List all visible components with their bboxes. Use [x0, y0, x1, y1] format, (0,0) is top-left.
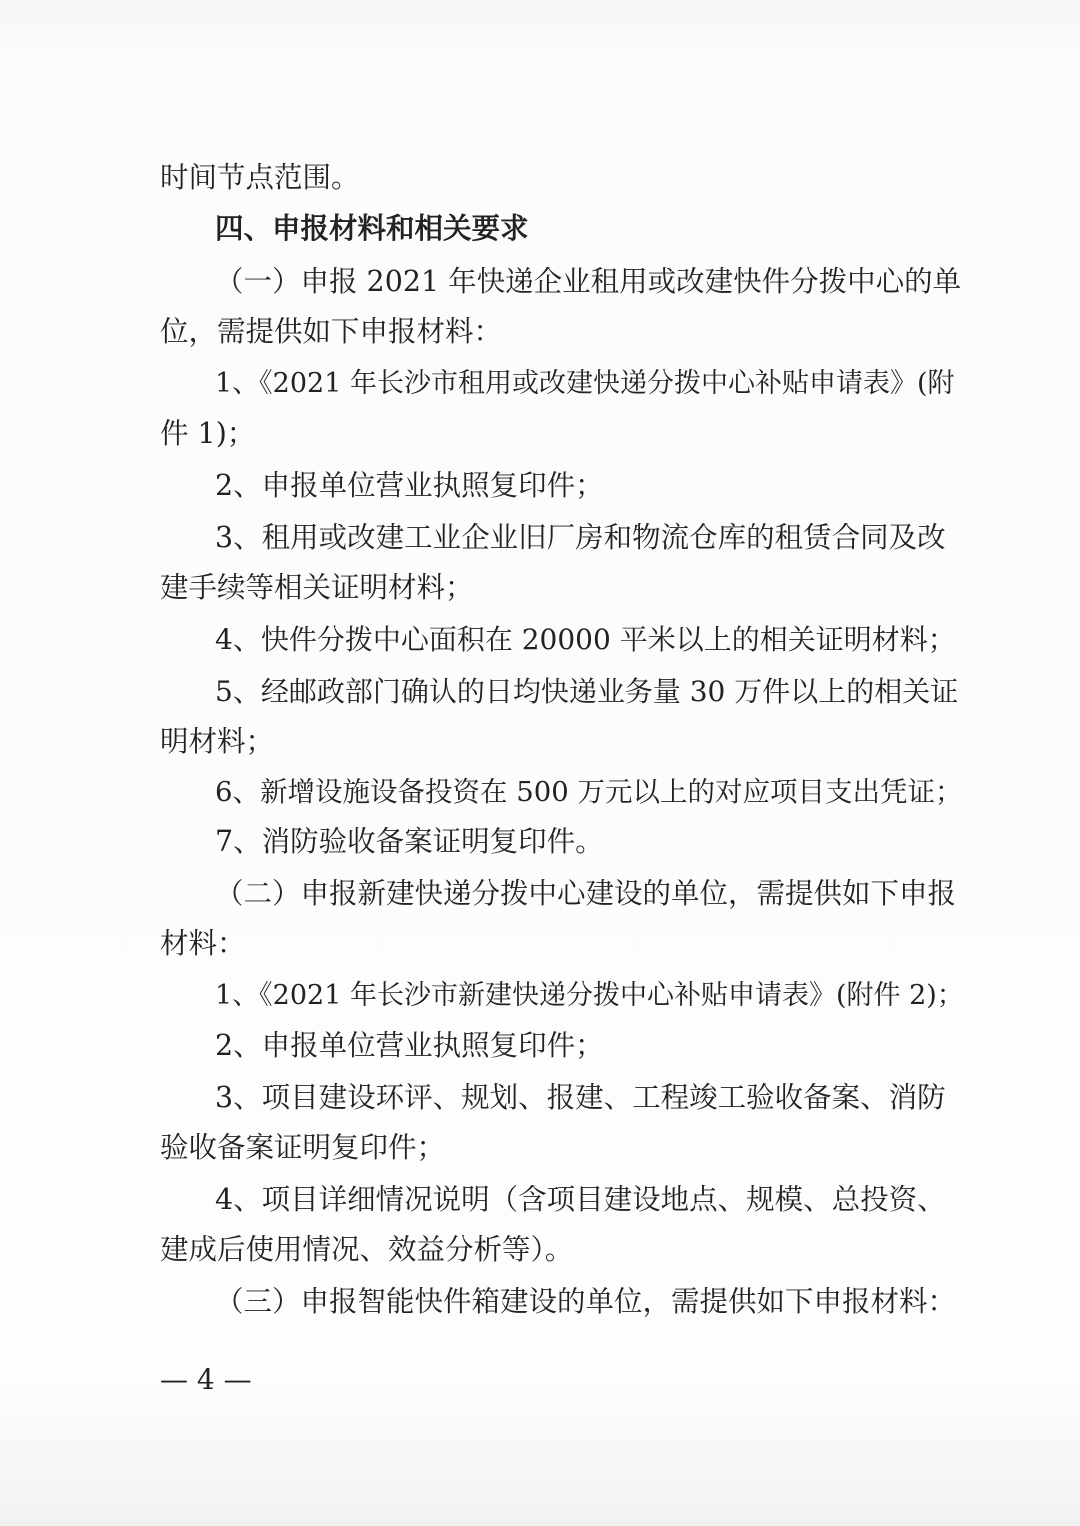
list-item-line: 验收备案证明复印件； — [160, 1131, 446, 1164]
list-item-line: 3、项目建设环评、规划、报建、工程竣工验收备案、消防 — [215, 1081, 946, 1114]
paragraph-line: （三）申报智能快件箱建设的单位，需提供如下申报材料： — [215, 1285, 957, 1318]
section-heading: 四、申报材料和相关要求 — [215, 211, 529, 245]
list-item-line: 4、项目详细情况说明（含项目建设地点、规模、总投资、 — [215, 1183, 946, 1216]
list-item-line: 2、申报单位营业执照复印件； — [215, 469, 604, 502]
list-item-line: 5、经邮政部门确认的日均快递业务量 30 万件以上的相关证 — [215, 675, 959, 708]
list-item-line: 建手续等相关证明材料； — [160, 571, 474, 604]
list-item-line: 建成后使用情况、效益分析等）。 — [160, 1233, 574, 1266]
page-number: — 4 — — [160, 1363, 252, 1396]
paragraph-line: 位，需提供如下申报材料： — [160, 315, 503, 348]
paragraph-line: 时间节点范围。 — [160, 161, 360, 194]
list-item-line: 6、新增设施设备投资在 500 万元以上的对应项目支出凭证； — [215, 776, 963, 808]
list-item-line: 3、租用或改建工业企业旧厂房和物流仓库的租赁合同及改 — [215, 521, 946, 554]
list-item-line: 1、《2021 年长沙市租用或改建快递分拨中心补贴申请表》(附 — [215, 368, 955, 399]
paragraph-line: （二）申报新建快递分拨中心建设的单位，需提供如下申报 — [215, 877, 957, 910]
list-item-line: 1、《2021 年长沙市新建快递分拨中心补贴申请表》(附件 2)； — [215, 980, 964, 1011]
list-item-line: 明材料； — [160, 725, 275, 758]
list-item-line: 7、消防验收备案证明复印件。 — [215, 825, 604, 858]
list-item-line: 2、申报单位营业执照复印件； — [215, 1029, 604, 1062]
paragraph-line: （一）申报 2021 年快递企业租用或改建快件分拨中心的单 — [215, 265, 962, 298]
list-item-line: 4、快件分拨中心面积在 20000 平米以上的相关证明材料； — [215, 623, 956, 656]
paragraph-line: 材料： — [160, 927, 246, 960]
list-item-line: 件 1)； — [160, 417, 256, 450]
